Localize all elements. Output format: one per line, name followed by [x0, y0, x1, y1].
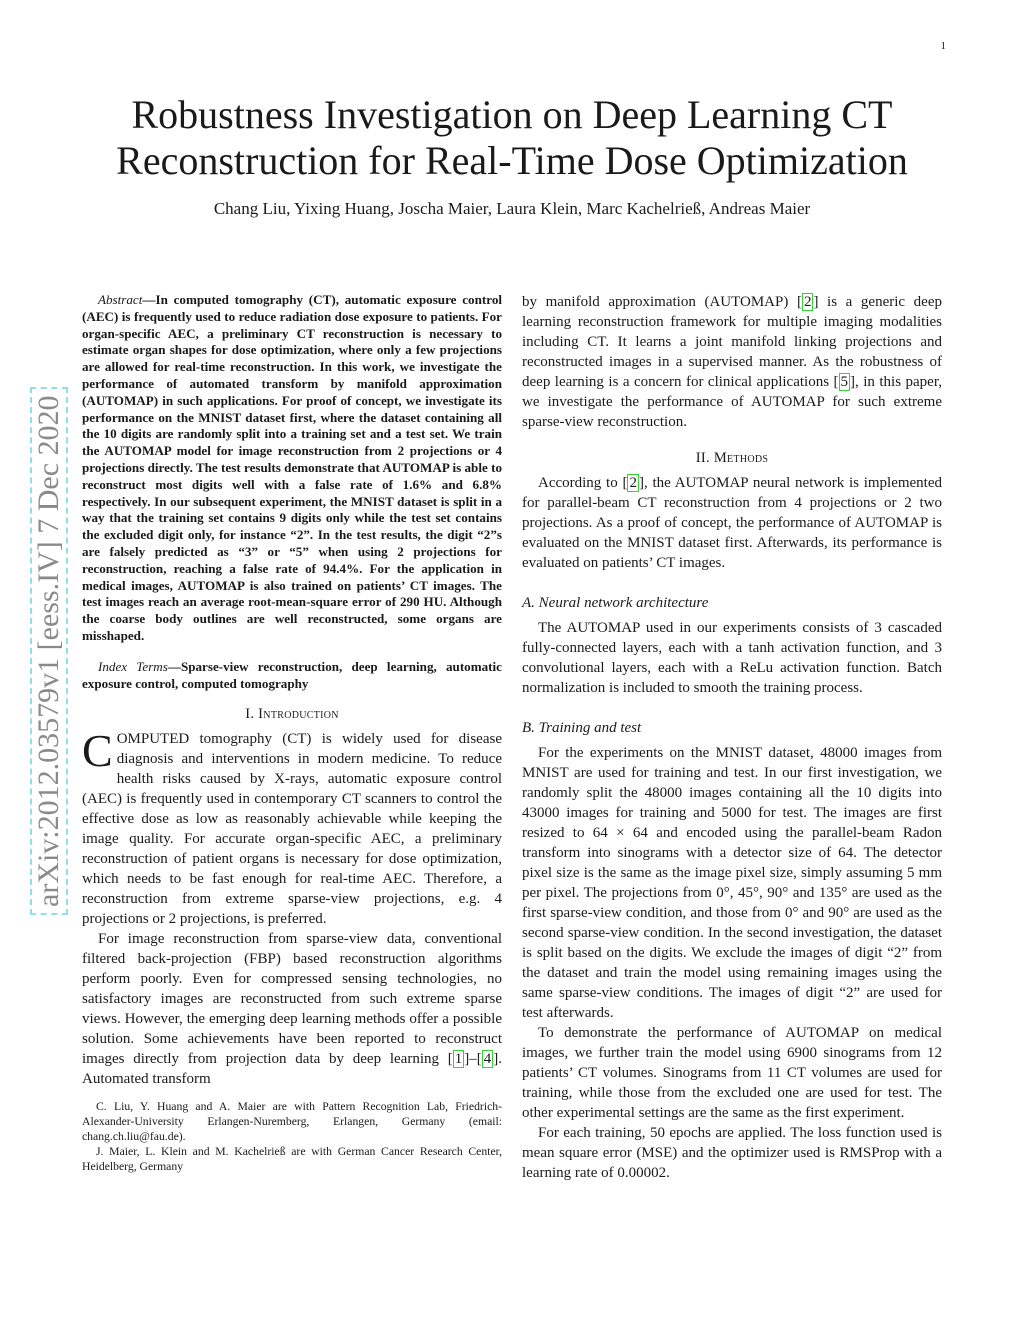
subsection-heading-training: B. Training and test — [522, 720, 642, 736]
citation-link-1[interactable]: 1 — [454, 1051, 463, 1068]
intro-paragraph-2-text-b: . Automated transform — [82, 1051, 502, 1088]
footnotes — [82, 1099, 502, 1174]
intro-paragraph-2-text-a: For image reconstruction from sparse-view data, conventional filtered back-projection (FBP) based reconstruction algorithms perform poorly. Even for compressed sensing technologies, no satisfactory images are reconstructed from such extreme sparse views. However, the emerging deep learning methods offer a possible solution. Some achievements have been reported to reconstruct images directly from projection data by deep learning — [82, 931, 502, 1068]
methods-text-b: , the AUTOMAP neural network is implemented for parallel-beam CT reconstruction from 4 projections or 2 two projections. As a proof of concept, the performance of AUTOMAP is evaluated on the MNIST dataset first. Afterwards, its performance is evaluated on patients’ CT images. — [522, 475, 942, 571]
methods-paragraph-1: According to [ 2 ], the AUTOMAP neural network is implemented for parallel-beam CT reconstruction from 4 projections or 2 two projections. As a proof of concept, the performance of AUTOMAP is evaluated on the MNIST dataset first. Afterwards, its performance is evaluated on patients’ CT images. — [522, 475, 942, 571]
training-paragraph-2: To demonstrate the performance of AUTOMAP on medical images, we further train the model using 6900 sinograms from 12 patients’ CT volumes. Sinograms from 11 CT volumes are used for training, while those from the excluded one are used for test. The other experimental settings are the same as the first experiment. — [522, 1025, 942, 1121]
right-column — [522, 292, 942, 1183]
footnote-affiliation-1: C. Liu, Y. Huang and A. Maier are with Pattern Recognition Lab, Friedrich-Alexander-University Erlangen-Nuremberg, Erlangen, Germany (email: chang.ch.liu@fau.de). — [82, 1100, 502, 1144]
citation-range-dash: – — [469, 1051, 477, 1068]
abstract-label: Abstract — [98, 292, 143, 307]
training-paragraph-1: For the experiments on the MNIST dataset, 48000 images from MNIST are used for training and test. In our first investigation, we randomly split the 48000 images containing all the 10 digits into 43000 images for training and 5000 for test. The images are first resized to 64 × 64 and encoded using the parallel-beam Radon transform into sinograms with a detector size of 64. The detector pixel size is the same as the image pixel size, simply assuming 5 mm per pixel. The projections from 0°, 45°, 90° and 135° are used as the first sparse-view condition, and those from 0° and 90° are used as the second sparse-view condition. In the second investigation, the dataset is split based on the digits. We exclude the images of digit “2” from the dataset and train the model using remaining images using the same sparse-view conditions. The images of digit “2” are used for test afterwards. — [522, 745, 942, 1021]
abstract — [82, 292, 502, 645]
right-text-b: is a generic deep learning reconstruction framework for multiple imaging modalities including CT. It learns a joint manifold linking projections and reconstructed images in a supervised manner. As the robustness of deep learning is a concern for clinical applications — [522, 294, 942, 390]
paper-title — [60, 92, 964, 184]
citation-link-4[interactable]: 4 — [483, 1051, 492, 1068]
abstract-text: —In computed tomography (CT), automatic exposure control (AEC) is frequently used to reduce radiation dose exposure to patients. For organ-specific AEC, a preliminary CT reconstruction is necessary to estimate organ shapes for dose optimization, where only a few projections are allowed for real-time reconstruction. In this work, we investigate the performance of automated transform by manifold approximation (AUTOMAP) in such applications. For proof of concept, we investigate its performance on the MNIST dataset first, where the dataset containing all the 10 digits are randomly split into a training set and a test set. We train the AUTOMAP model for image reconstruction from 2 projections or 4 projections directly. The test results demonstrate that AUTOMAP is able to reconstruct most digits well with a false rate of 1.6% and 6.8% respectively. In our subsequent experiment, the MNIST dataset is split in a way that the training set contains 9 digits only while the test set contains the excluded digit only, for instance “2”. In the test results, the digit “2”s are falsely predicted as “3” or “5” when using 2 projections for reconstruction, reaching a false rate of 94.4%. For the application in medical images, AUTOMAP is also trained on patients’ CT images. The test images reach an average root-mean-square error of 290 HU. Although the coarse body outlines are well reconstructed, some organs are misshaped. — [82, 292, 502, 643]
citation-link-5[interactable]: 5 — [840, 374, 849, 390]
citation-link-2b[interactable]: 2 — [629, 475, 637, 491]
title-line-2: Reconstruction for Real-Time Dose Optimization — [116, 138, 908, 183]
right-text-a: by manifold approximation (AUTOMAP) — [522, 294, 797, 310]
intro-paragraph-2: For image reconstruction from sparse-view data, conventional filtered back-projection (FBP) based reconstruction algorithms perform poorly. Even for compressed sensing technologies, no satisfactory images are reconstructed from such extreme sparse views. However, the emerging deep learning methods offer a possible solution. Some achievements have been reported to reconstruct images directly from projection data by deep learning [ 1 ]–[ 4 ]. Automated transform — [82, 931, 502, 1088]
index-terms-label: Index Terms — [98, 658, 168, 674]
index-terms — [82, 659, 502, 693]
index-terms-text: —Sparse-view reconstruction, deep learning, automatic exposure control, computed tomography — [82, 658, 502, 691]
intro-paragraph-1-text: OMPUTED tomography (CT) is widely used for disease diagnosis and interventions in modern medicine. To reduce health risks caused by X-rays, automatic exposure control (AEC) is frequently used in contemporary CT scanners to control the effective dose as low as reasonably achievable while keeping the image quality. For accurate organ-specific AEC, a preliminary reconstruction of patient organs is necessary for dose optimization, which needs to be fast enough for real-time AEC. Therefore, a reconstruction from extreme sparse-view projections, e.g. 4 projections or 2 projections, is preferred. — [82, 731, 502, 928]
section-heading-methods: II. Methods — [695, 450, 769, 466]
subsection-heading-architecture: A. Neural network architecture — [522, 595, 709, 611]
training-paragraph-3: For each training, 50 epochs are applied. The loss function used is mean square error (MSE) and the optimizer used is RMSProp with a learning rate of 0.00002. — [522, 1125, 942, 1181]
section-heading-introduction: I. Introduction — [245, 706, 339, 723]
intro-paragraph-1 — [82, 725, 502, 929]
left-column — [82, 292, 502, 1174]
right-text-c: , in this paper, we investigate the performance of AUTOMAP for such extreme sparse-view reconstruction. — [522, 374, 942, 430]
title-line-1: Robustness Investigation on Deep Learning CT — [131, 92, 893, 137]
intro-paragraph-2-continued: by manifold approximation (AUTOMAP) [ 2 ] is a generic deep learning reconstruction framework for multiple imaging modalities including CT. It learns a joint manifold linking projections and reconstructed images in a supervised manner. As the robustness of deep learning is a concern for clinical applications [ 5 ], in this paper, we investigate the performance of AUTOMAP for such extreme sparse-view reconstruction. — [522, 294, 942, 430]
arxiv-watermark[interactable]: arXiv:2012.03579v1 [eess.IV] 7 Dec 2020 — [30, 387, 68, 915]
citation-link-2[interactable]: 2 — [803, 294, 812, 310]
footnote-affiliation-2: J. Maier, L. Klein and M. Kachelrieß are with German Cancer Research Center, Heidelberg, Germany — [82, 1145, 502, 1174]
author-list: Chang Liu, Yixing Huang, Joscha Maier, Laura Klein, Marc Kachelrieß, Andreas Maier — [213, 199, 811, 218]
drop-cap: C — [82, 725, 113, 777]
page-number: 1 — [940, 40, 946, 52]
architecture-paragraph: The AUTOMAP used in our experiments consists of 3 cascaded fully-connected layers, each with a tanh activation function, and 3 convolutional layers, each with a ReLu activation function. Batch normalization is included to smooth the training process. — [522, 620, 942, 696]
methods-text-a: According to — [538, 475, 623, 491]
